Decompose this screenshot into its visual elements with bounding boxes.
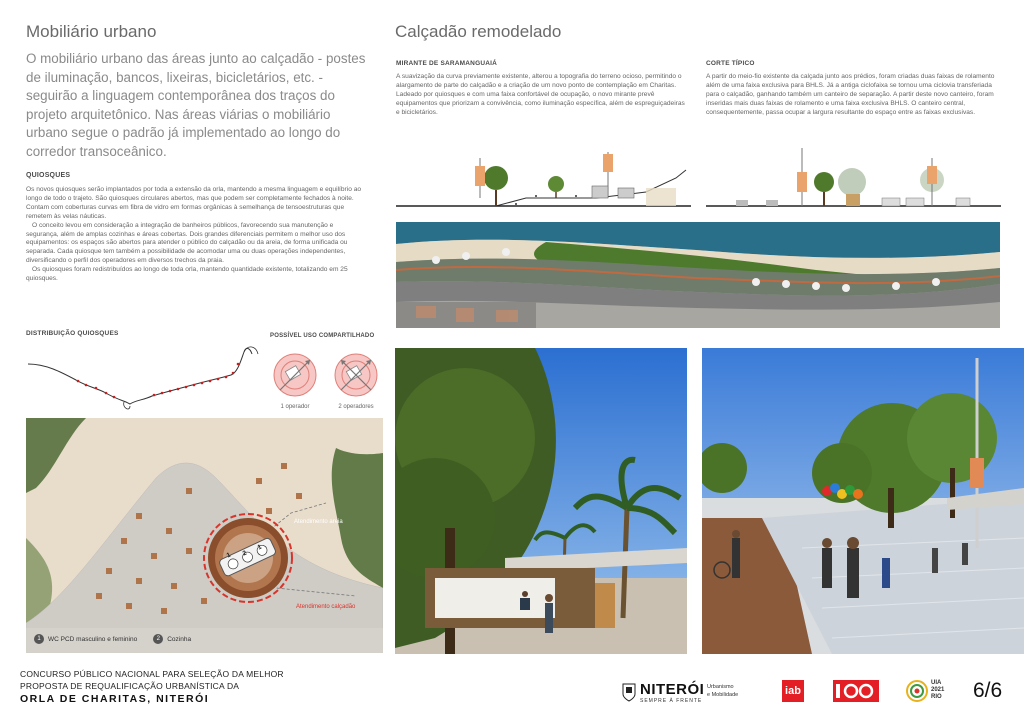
iab-100-logo (833, 680, 879, 702)
niteroi-crest-icon (622, 682, 636, 702)
two-operators-icon (333, 352, 379, 398)
uia-logo-text (931, 680, 944, 701)
kiosks-heading: QUIOSQUES (26, 172, 71, 179)
uia-line-1: UIA (931, 680, 942, 686)
kiosks-paragraph-3: Os quiosques foram redistribuídos ao longo de toda orla, mantendo quantidade existente, totalizando em 25 quiosques. (26, 266, 348, 283)
kiosk-number-1: 1 (225, 551, 232, 560)
legend-text-1: WC PCD masculino e feminino (48, 635, 138, 643)
urbanismo-line-1: Urbanismo (707, 684, 734, 690)
section-title-mobiliario: Mobiliário urbano (26, 22, 157, 41)
kiosk-perspective-drawing (395, 348, 687, 654)
niteroi-logo-sub: SEMPRE À FRENTE (640, 698, 703, 704)
two-operators-label: 2 operadores (338, 404, 374, 410)
service-walk-label: Atendimento calçadão (296, 604, 356, 610)
uia-line-3: RIO (931, 694, 942, 700)
kiosk-perspective-render (395, 348, 687, 654)
typical-section-drawing (706, 148, 1001, 214)
mirante-section-drawing (396, 148, 691, 214)
boulevard-perspective-drawing (702, 348, 1024, 654)
kiosk-distribution-map (26, 342, 261, 417)
niteroi-logo-text: NITERÓI (640, 681, 705, 698)
uia-line-2: 2021 (931, 687, 945, 693)
shared-use-heading: POSSÍVEL USO COMPARTILHADO (270, 333, 375, 339)
kiosk-plan-drawing (26, 418, 383, 653)
kiosks-paragraph-1: Os novos quiosques serão implantados por toda a extensão da orla, mantendo a mesma linguagem e equilíbrio ao longo de todo o trajeto. São quiosques circulares abertos, mas que podem ser completamente fechados à noite. Contam com coberturas curvas em fibra de vidro em formas orgânicas à semelhança de tensoestruturas que remetem às velas náuticas. (26, 186, 362, 220)
legend-badge-2: 2 (153, 634, 163, 644)
aerial-plan-render (396, 222, 1000, 328)
mirante-heading: MIRANTE DE SARAMANGUAIÁ (396, 60, 498, 67)
distribution-heading: DISTRIBUIÇÃO QUIOSQUES (26, 330, 119, 337)
legend-text-2: Cozinha (167, 635, 192, 643)
boulevard-perspective-render (702, 348, 1024, 654)
mirante-text: A suavização da curva previamente existente, alterou a topografia do terreno ocioso, permitindo o alargamento de parte do calçadão e a criação de um novo ponto de contemplação em Charitas. Ladeado por quiosques e com uma faixa confortável de ocupação, o novo mirante prevê equipamentos que priorizam a convivência, como iluminação específica, além de espreguiçadeiras e bicicletários. (396, 73, 685, 116)
footer-line-2: PROPOSTA DE REQUALIFICAÇÃO URBANÍSTICA DA (20, 681, 240, 691)
section-title-calcadao: Calçadão remodelado (395, 22, 562, 41)
uia-logo-icon (905, 679, 929, 703)
page-number: 6/6 (973, 679, 1003, 702)
iab-100-icon (833, 680, 879, 702)
footer-line-3: ORLA DE CHARITAS, NITERÓI (20, 693, 210, 705)
one-operator-label: 1 operador (280, 404, 310, 410)
urbanismo-label (707, 683, 738, 699)
kiosks-text (26, 186, 366, 284)
footer-line-1: CONCURSO PÚBLICO NACIONAL PARA SELEÇÃO DA MELHOR (20, 669, 284, 679)
corte-heading: CORTE TÍPICO (706, 60, 755, 67)
mobiliario-lead: O mobiliário urbano das áreas junto ao calçadão - postes de iluminação, bancos, lixeiras, bicicletários, etc. - seguirão a linguagem contemporânea dos traços do projeto arquitetônico. Nas áreas viárias o mobiliário urbano segue o padrão já implementado ao longo do corredor transoceânico. (26, 51, 366, 159)
corte-text: A partir do meio-fio existente da calçada junto aos prédios, foram criadas duas faixas de rolamento além de uma faixa exclusiva para BHLS. Já a antiga ciclofaixa se tornou uma ciclovia transferiada para o calçadão, ganhando também um canteiro de separação. A partir deste novo canteiro, foram inseridas mais duas faixas de rolamento e uma faixa exclusiva BHLS. O canteiro central, consequentemente, passa ocupar a largura resultante do espaço entre as faixas exclusivas. (706, 73, 995, 116)
kiosks-paragraph-2: O conceito levou em consideração a integração de banheiros públicos, favorecendo sua manutenção e segurança, além de amplas cozinhas e áreas cobertas. Dois grandes diferenciais permitem o melhor uso dos equipamentos: os espaços são abertos para atender o público do calçadão ou da areia, de forma unificada ou separada. Cada quiosque tem também a possibilidade de acomodar uma ou duas operações independentes, diversificando o perfil dos operadores em diversos trechos da praia. (26, 221, 348, 265)
kiosk-plan-render (26, 418, 383, 653)
plan-legend (34, 634, 191, 644)
kiosk-number-2: 2 (241, 549, 248, 558)
service-sand-label: Atendimento areia (294, 519, 343, 525)
legend-badge-1: 1 (34, 634, 44, 644)
kiosk-number-3: 1 (256, 543, 263, 552)
iab-logo: iab (782, 680, 804, 702)
urbanismo-line-2: e Mobilidade (707, 692, 739, 698)
one-operator-icon (272, 352, 318, 398)
